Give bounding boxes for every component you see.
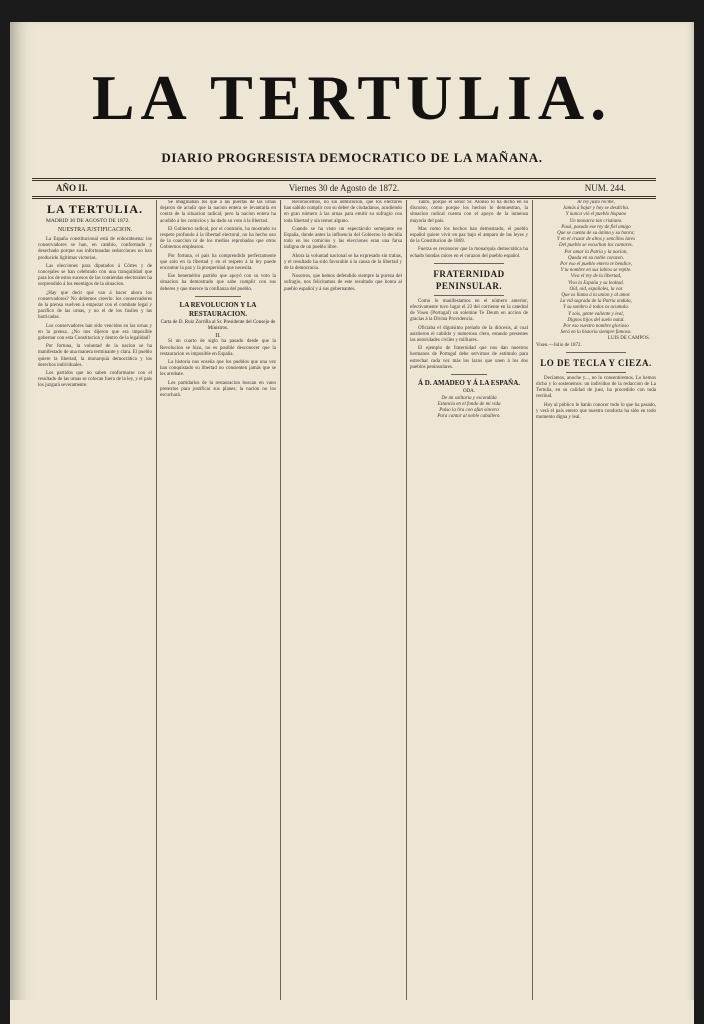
- column-heading: LA TERTULIA.: [46, 202, 144, 216]
- poem-line: Al rey justo recibe,: [577, 200, 615, 205]
- paragraph: Cuando se ha visto un espectáculo semejante en España, donde antes la influencia del Gobierno lo decidía todo en los comicios y las elecciones eran una farsa indigna de un pueblo libre.: [284, 226, 402, 251]
- section-rule: [451, 374, 486, 375]
- issue-number: NUM. 244.: [584, 183, 626, 193]
- poem-line: Y su sombra á todos os acumula.: [563, 305, 629, 311]
- column-5: [536, 200, 656, 1000]
- paragraph: Como lo manifestamos en el número anterior, efectivamente tuvo lugar el 23 del corriente en la catedral de Viseu (Portugal) un solemne Te Deum en accion de gracias á la Divina Providencia.: [410, 298, 528, 323]
- dateline: [32, 183, 656, 197]
- poem-line: Por eso vuestro nombre glorioso: [563, 324, 629, 330]
- paragraph: Mas como los hechos han demostrado, el pueblo español quiere vivir en paz bajo el amparo de las leyes y de la Constitucion de 1869.: [410, 226, 528, 245]
- poem-line: Y nunca vió el pueblo hispano: [565, 212, 627, 218]
- column-2: [160, 200, 276, 1000]
- poem-title: Á D. AMADEO Y Á LA ESPAÑA.: [417, 379, 521, 388]
- paragraph: Decíamos, anoche y..., no lo consentiremos. Lo hemos dicho y lo sostenemos: un individuo de la redaccion de La Tertulia, en su calidad de juez, ha procedido con toda rectitud.: [536, 375, 656, 400]
- section-rule: [434, 295, 505, 296]
- paragraph: La historia nos enseña que los pueblos que una vez han conquistado su libertad no consienten jamás que se les arrebate.: [160, 359, 276, 378]
- paragraph: Los partidarios de la restauracion buscan en vano pretextos para justificar sus planes; la nacion no los escuchará.: [160, 380, 276, 398]
- dateline-rule-double: [32, 198, 656, 199]
- top-rule: [32, 178, 656, 179]
- poem-line: Y sois, gente valiente y leal,: [568, 311, 624, 317]
- section-rule: [566, 372, 626, 373]
- section-numeral: II.: [215, 332, 221, 339]
- poem-signature: LUIS DE CAMPOS.: [607, 336, 650, 342]
- poem-line: Pasó, pasado ese rey de fiel amigo: [561, 224, 631, 230]
- column-3: [284, 200, 402, 1000]
- paragraph: Los conservadores han sido vencidos en las urnas y en la prensa. ¿No nos dijeron que era imposible gobernar con esta Constitucion y dentro de la legalidad?: [38, 323, 152, 342]
- poem-line: Viva la España y su lealtad.: [568, 280, 624, 286]
- poem-line: Por eso el pueblo entero te bendice,: [560, 262, 632, 268]
- column-divider: [156, 200, 157, 1000]
- poem-line: Por amar la Patria y la nacion,: [564, 249, 628, 255]
- poem-line: Y tu nombre en sus labios se repite.: [560, 268, 632, 274]
- paragraph: El Gobierno radical, por el contrario, ha mostrado su respeto profundo á la libertad electoral, no ha hecho uso de la coaccion ni de los medios reprobados que otros Gobiernos emplearon.: [160, 226, 276, 251]
- issue-date: Viernes 30 de Agosto de 1872.: [288, 183, 400, 193]
- newspaper-page: [10, 22, 694, 1024]
- article-title: NUESTRA JUSTIFICACION.: [57, 227, 133, 233]
- page-bottom-margin: [10, 1000, 694, 1024]
- poem-block: [536, 200, 656, 336]
- paragraph: Reconocemos, no sin admiracion, que los electores han sabido cumplir con su deber de ciudadanos, acudiendo en gran número á las urnas para emitir su sufragio con toda libertad y sin temor alguno.: [284, 200, 402, 224]
- poem-line: Del pueblo se escuchan los cantares.: [559, 243, 633, 249]
- poem-line: La vid sagrada de la Patria ondula,: [560, 299, 632, 305]
- paragraph: Si un cuarto de siglo ha pasado desde que la Revolucion se hizo, no es posible desconocer que la restauracion es imposible en España.: [160, 339, 276, 357]
- paragraph: Las elecciones para diputados á Córtes y de concejales se han celebrado con una tranquilidad que para los de estos sucesos de las contiendas electorales ha sorprendido á los enemigos de la situacion.: [38, 263, 152, 288]
- section-subheading: Carta de D. Ruiz Zorrilla al Sr. Presidente del Consejo de Ministros.: [160, 319, 276, 332]
- section-rule: [566, 352, 626, 353]
- poem-line: Oíd, oíd, españoles, la voz: [569, 286, 623, 292]
- poem-line: Estancia en el fondo de mi vida: [437, 401, 501, 407]
- section-rule: [434, 263, 505, 264]
- paragraph: La España constitucional está de enhorabuena: los conservadores se han, en cambio, conformado y desechado porque sus infortunadas seducciones no han producido ligítimas victorias.: [38, 237, 152, 261]
- year-label: AÑO II.: [56, 183, 88, 193]
- section-rule: [195, 296, 241, 297]
- paragraph: Los partidos que no saben conformarse con el resultado de las urnas se colocan fuera de la ley, y el pais los juzgará severamente.: [38, 371, 152, 389]
- masthead-title: LA TERTULIA.: [91, 62, 613, 133]
- section-heading: FRATERNIDAD PENINSULAR.: [433, 268, 505, 291]
- paragraph: Se imaginaban los que á las puertas de las urnas dejaron de acudir que la nacion entera se levantaría en contra de la situacion radical; pero la nacion entera ha acudido á los comicios y ha dado su voto á la libertad.: [160, 200, 276, 224]
- paragraph: Ese benemérito partido que apoyó con su voto la situacion ha demostrado que sabe cumplir con sus deberes y que merece la confianza del pueblo.: [160, 274, 276, 292]
- paragraph: Por fortuna, el país ha comprendido perfectamente que solo en la libertad y en el respeto á la ley puede encontrar la paz y la prosperidad que necesita.: [160, 253, 276, 272]
- paragraph: ¿Hay que decir qué van á hacer ahora los conservadores? No debemos creerlo: los conservadores de la prensa vuelven á empezar con el combate legal y pacífico de las urnas, y no el de los fusiles y las barricadas.: [38, 290, 152, 321]
- dateline-place: MADRID 30 DE AGOSTO DE 1872.: [46, 218, 130, 224]
- paragraph: Oficiaba el dignísimo prelado de la diócesis, al cual asistieron el cabildo y numeroso clero, estando presentes las autoridades civiles y militares.: [410, 325, 528, 344]
- poem-line: Para cantar al noble caballero.: [437, 414, 501, 420]
- section-heading: LA REVOLUCION Y LA RESTAURACION.: [179, 300, 257, 318]
- poem-line: Viva el rey de la libertad,: [570, 274, 622, 280]
- column-4: [410, 200, 528, 1000]
- section-heading: LO DE TECLA Y CIEZA.: [540, 357, 652, 368]
- column-divider: [406, 200, 407, 1000]
- masthead-subtitle: DIARIO PROGRESISTA DEMOCRATICO DE LA MAÑANA.: [161, 150, 543, 165]
- paragraph: Ahora la voluntad nacional se ha expresado sin trabas, y el resultado ha sido favorable á la causa de la libertad y de la democracia.: [284, 253, 402, 272]
- paragraph: Nosotros, que hemos defendido siempre la pureza del sufragio, nos felicitamos de este resultado que honra al pueblo español y á sus gobernantes.: [284, 274, 402, 292]
- poem-line: Que os llama á la union y al amor.: [561, 293, 631, 299]
- paragraph: Hoy al público le harán conocer todo lo que ha pasado, y verá el país entero que nuestra conducta ha sido en todo momento digna y leal.: [536, 402, 656, 421]
- paragraph: Fuerza es reconocer que la monarquía democrática ha echado hondas raíces en el corazon del pueblo español.: [410, 247, 528, 259]
- column-divider: [532, 200, 533, 1000]
- poem-line: Jamás á bajar y hoy se desdicha.: [562, 206, 630, 212]
- dateline-rule: [32, 196, 656, 197]
- paragraph: El ejemplo de fraternidad que nos dan nuestros hermanos de Portugal debe servirnos de estímulo para estrechar cada vez más los lazos que unen á los dos pueblos peninsulares.: [410, 346, 528, 370]
- poem-subtitle: ODA.: [462, 389, 476, 395]
- poem-line: Dignos hijos del suelo natal.: [567, 317, 625, 323]
- poem-line: Que se cuenta de su ánimo y su honra;: [557, 231, 635, 237]
- poem-line: Un monarca tan cristiano.: [569, 218, 623, 224]
- poem-line: Pulso la lira con afan sincero: [439, 407, 499, 413]
- column-divider: [280, 200, 281, 1000]
- paragraph: Tanto, porque el señor Sr. Alonso lo ha dicho en su discurso, como porque los hechos lo demuestran, la situacion radical cuenta con el apoyo de la inmensa mayoría del país.: [410, 200, 528, 224]
- poem-line: Y en el cruzar de altos y sencillos lares: [556, 237, 636, 243]
- paragraph: Por fortuna, la voluntad de la nacion se ha manifestado de una manera terminante y clara. El pueblo quiere la libertad, la monarquía democrática y los derechos individuales.: [38, 344, 152, 368]
- poem-date: Viseu.—Julio de 1872.: [536, 342, 582, 348]
- poem-line: Queda en su noble corazon.: [568, 255, 624, 261]
- top-rule-double: [32, 180, 656, 181]
- poem-line: Será en la historia siempre famoso.: [560, 330, 632, 336]
- column-1: [38, 200, 152, 1000]
- poem-line: De mi solitaria y escondida: [441, 395, 497, 401]
